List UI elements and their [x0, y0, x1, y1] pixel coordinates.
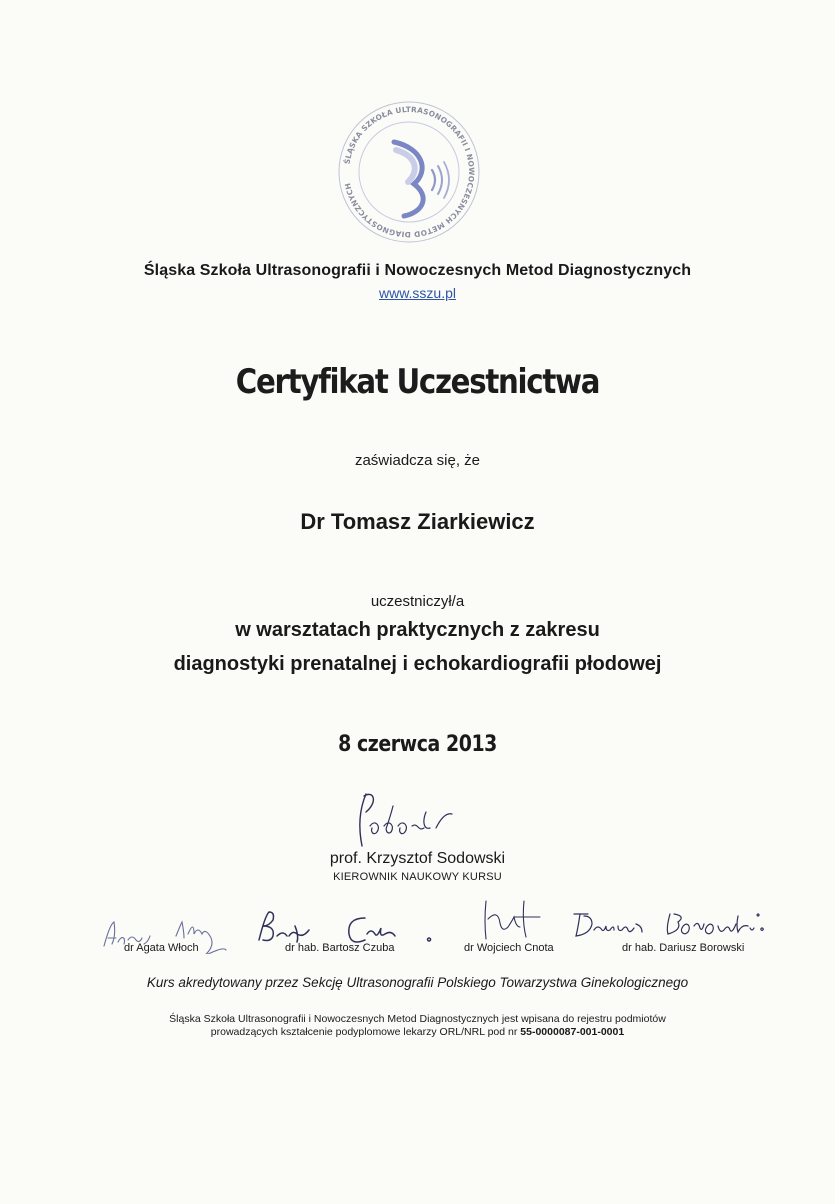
course-date: 8 czerwca 2013: [338, 732, 497, 757]
registry-line2-wrapper: [0, 1026, 835, 1039]
school-name: Śląska Szkoła Ultrasonografii i Nowoczesnych Metod Diagnostycznych: [143, 262, 692, 279]
director-name: prof. Krzysztof Sodowski: [329, 850, 506, 867]
faculty-name: dr hab. Bartosz Czuba: [285, 942, 395, 954]
svg-text:ŚLĄSKA SZKOŁA ULTRASONOGRAFII: [343, 105, 477, 239]
registry-line1: Śląska Szkoła Ultrasonografii i Nowoczesnych Metod Diagnostycznych jest wpisana do rejestru podmiotów: [169, 1013, 666, 1025]
course-title-line1: w warsztatach praktycznych z zakresu: [235, 619, 600, 641]
director-role: KIEROWNIK NAUKOWY KURSU: [333, 871, 502, 883]
certifies-text: zaświadcza się, że: [354, 452, 481, 469]
signature-dariusz-borowski: [570, 908, 770, 942]
logo-ring-text: ŚLĄSKA SZKOŁA ULTRASONOGRAFII I NOWOCZESNYCH METOD DIAGNOSTYCZNYCH: [342, 104, 477, 240]
recipient-name: Dr Tomasz Ziarkiewicz: [300, 509, 535, 534]
school-logo: [334, 100, 484, 245]
faculty-name: dr hab. Dariusz Borowski: [622, 942, 745, 954]
registry-number: 55-0000087-001-0001: [520, 1026, 625, 1038]
ultrasound-logo-icon: [394, 142, 449, 216]
course-title-line2: diagnostyki prenatalnej i echokardiografii płodowej: [173, 653, 662, 675]
participated-text: uczestniczył/a: [370, 593, 465, 610]
school-website-link[interactable]: www.sszu.pl: [378, 285, 457, 301]
registry-line2: prowadzących kształcenie podyplomowe lekarzy ORL/NRL pod nr: [210, 1026, 518, 1038]
certificate-title: Certyfikat Uczestnictwa: [235, 362, 600, 402]
faculty-name: dr Agata Włoch: [124, 942, 199, 954]
registry-text: [0, 1013, 835, 1039]
signature-wojciech-cnota: [480, 895, 550, 945]
accreditation-text: Kurs akredytowany przez Sekcję Ultrasonografii Polskiego Towarzystwa Ginekologicznego: [146, 975, 689, 990]
faculty-name: dr Wojciech Cnota: [464, 942, 554, 954]
